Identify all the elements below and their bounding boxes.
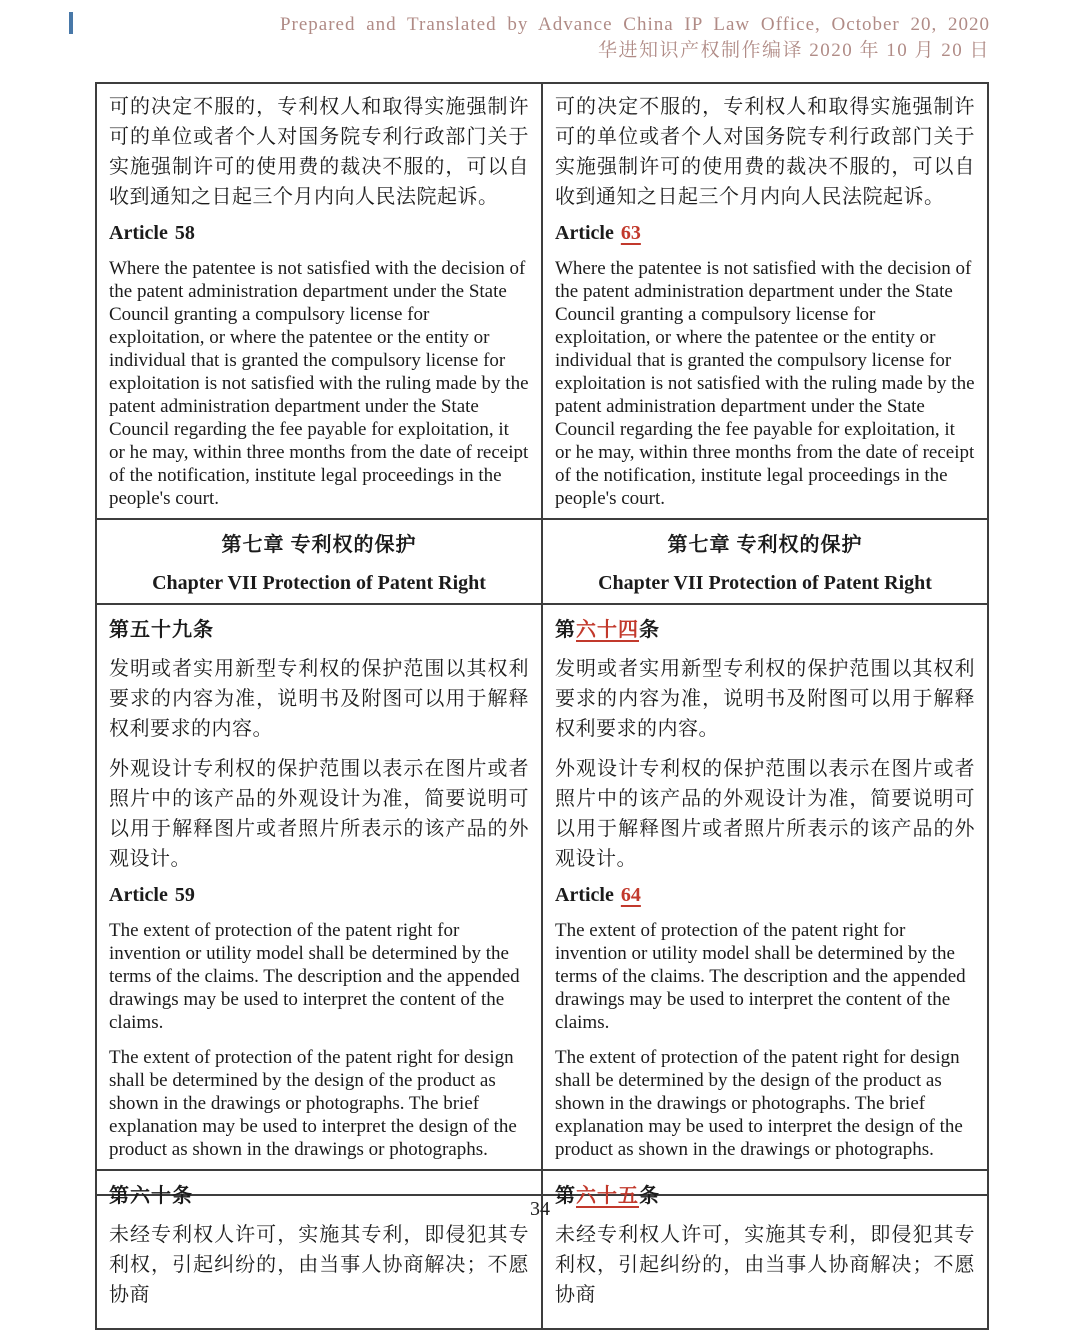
article-58-number: 58	[174, 222, 195, 244]
table-row-chapter-heading	[96, 519, 988, 604]
article-58-heading	[109, 222, 529, 245]
table-row-article-59-64	[96, 604, 988, 1170]
zh-heading-suffix: 条	[193, 619, 214, 641]
article-63-number-redlined: 63	[620, 222, 641, 244]
comparison-table	[95, 82, 989, 1330]
cell-old-law-article-59	[96, 604, 542, 1170]
zh-article-60-number: 六十	[130, 1185, 172, 1207]
zh-heading-prefix: 第	[555, 619, 576, 641]
article-word: Article	[555, 884, 614, 906]
en-paragraph-article-58: Where the patentee is not satisfied with the decision of the patent administration department under the State Council granting a compulsory license for exploitation, or where the patentee or the entity or individual that is granted the compulsory license for exploitation is not satisfied with the ruling made by the patent administration department under the State Council regarding the fee payable for exploitation, it or he may, within three months from the date of receipt of the notification, institute legal proceedings in the people's court.	[109, 258, 529, 509]
header-line-english: Prepared and Translated by Advance China IP Law Office, October 20, 2020	[279, 14, 990, 35]
cell-new-law-article-63	[542, 83, 988, 519]
header-line-chinese: 华进知识产权制作编译 2020 年 10 月 20 日	[597, 40, 990, 61]
table-row-article-58-63	[96, 83, 988, 519]
zh-article-59-heading	[109, 613, 529, 642]
article-64-number-redlined: 64	[620, 884, 641, 906]
cell-new-law-article-64	[542, 604, 988, 1170]
zh-paragraph-design: 外观设计专利权的保护范围以表示在图片或者照片中的该产品的外观设计为准，简要说明可以用于解释图片或者照片所表示的该产品的外观设计。	[555, 758, 975, 870]
cell-old-law-article-60	[96, 1170, 542, 1329]
chapter-heading-english: Chapter VII Protection of Patent Right	[152, 572, 486, 594]
zh-heading-prefix: 第	[109, 1185, 130, 1207]
zh-paragraph-claims: 发明或者实用新型专利权的保护范围以其权利要求的内容为准，说明书及附图可以用于解释权利要求的内容。	[555, 658, 975, 740]
zh-paragraph-claims: 发明或者实用新型专利权的保护范围以其权利要求的内容为准，说明书及附图可以用于解释权利要求的内容。	[109, 658, 529, 740]
article-word: Article	[109, 222, 168, 244]
page-number: 34	[530, 1198, 550, 1220]
zh-paragraph-continuation: 可的决定不服的，专利权人和取得实施强制许可的单位或者个人对国务院专利行政部门关于实施强制许可的使用费的裁决不服的，可以自收到通知之日起三个月内向人民法院起诉。	[109, 96, 529, 208]
chapter-heading-english: Chapter VII Protection of Patent Right	[598, 572, 932, 594]
article-word: Article	[109, 884, 168, 906]
chapter-heading-chinese: 第七章 专利权的保护	[667, 534, 863, 556]
zh-paragraph-infringement: 未经专利权人许可，实施其专利，即侵犯其专利权，引起纠纷的，由当事人协商解决；不愿协商	[555, 1224, 975, 1306]
zh-heading-suffix: 条	[639, 619, 660, 641]
cell-chapter-heading-right	[542, 519, 988, 604]
cell-old-law-article-58	[96, 83, 542, 519]
en-paragraph-article-63: Where the patentee is not satisfied with the decision of the patent administration department under the State Council granting a compulsory license for exploitation, or where the patentee or the entity or individual that is granted the compulsory license for exploitation is not satisfied with the ruling made by the patent administration department under the State Council regarding the fee payable for exploitation, it or he may, within three months from the date of receipt of the notification, institute legal proceedings in the people's court.	[555, 258, 975, 509]
zh-heading-prefix: 第	[109, 619, 130, 641]
zh-heading-suffix: 条	[172, 1185, 193, 1207]
cell-chapter-heading-left	[96, 519, 542, 604]
article-59-number: 59	[174, 884, 195, 906]
article-63-heading	[555, 222, 975, 245]
chapter-heading-chinese: 第七章 专利权的保护	[221, 534, 417, 556]
document-header	[280, 12, 990, 64]
zh-paragraph-design: 外观设计专利权的保护范围以表示在图片或者照片中的该产品的外观设计为准，简要说明可以用于解释图片或者照片所表示的该产品的外观设计。	[109, 758, 529, 870]
zh-paragraph-continuation: 可的决定不服的，专利权人和取得实施强制许可的单位或者个人对国务院专利行政部门关于实施强制许可的使用费的裁决不服的，可以自收到通知之日起三个月内向人民法院起诉。	[555, 96, 975, 208]
table-row-article-60-65	[96, 1170, 988, 1329]
zh-article-59-number: 五十九	[130, 619, 193, 641]
en-paragraph-claims: The extent of protection of the patent right for invention or utility model shall be determined by the terms of the claims. The description and the appended drawings may be used to interpret the content of the claims.	[555, 920, 966, 1033]
zh-paragraph-infringement: 未经专利权人许可，实施其专利，即侵犯其专利权，引起纠纷的，由当事人协商解决；不愿协商	[109, 1224, 529, 1306]
en-paragraph-design: The extent of protection of the patent right for design shall be determined by the design of the product as shown in the drawings or photographs. The brief explanation may be used to interpret the design of the product as shown in the drawings or photographs.	[555, 1047, 963, 1160]
zh-article-65-number-redlined: 六十五	[576, 1185, 639, 1207]
zh-article-64-number-redlined: 六十四	[576, 619, 639, 641]
zh-heading-suffix: 条	[639, 1185, 660, 1207]
en-paragraph-claims: The extent of protection of the patent right for invention or utility model shall be determined by the terms of the claims. The description and the appended drawings may be used to interpret the content of the claims.	[109, 920, 520, 1033]
article-64-heading	[555, 884, 975, 907]
text-cursor-bar	[69, 12, 73, 34]
article-59-heading	[109, 884, 529, 907]
zh-heading-prefix: 第	[555, 1185, 576, 1207]
zh-article-64-heading	[555, 613, 975, 642]
article-word: Article	[555, 222, 614, 244]
cell-new-law-article-65	[542, 1170, 988, 1329]
en-paragraph-design: The extent of protection of the patent right for design shall be determined by the design of the product as shown in the drawings or photographs. The brief explanation may be used to interpret the design of the product as shown in the drawings or photographs.	[109, 1047, 517, 1160]
